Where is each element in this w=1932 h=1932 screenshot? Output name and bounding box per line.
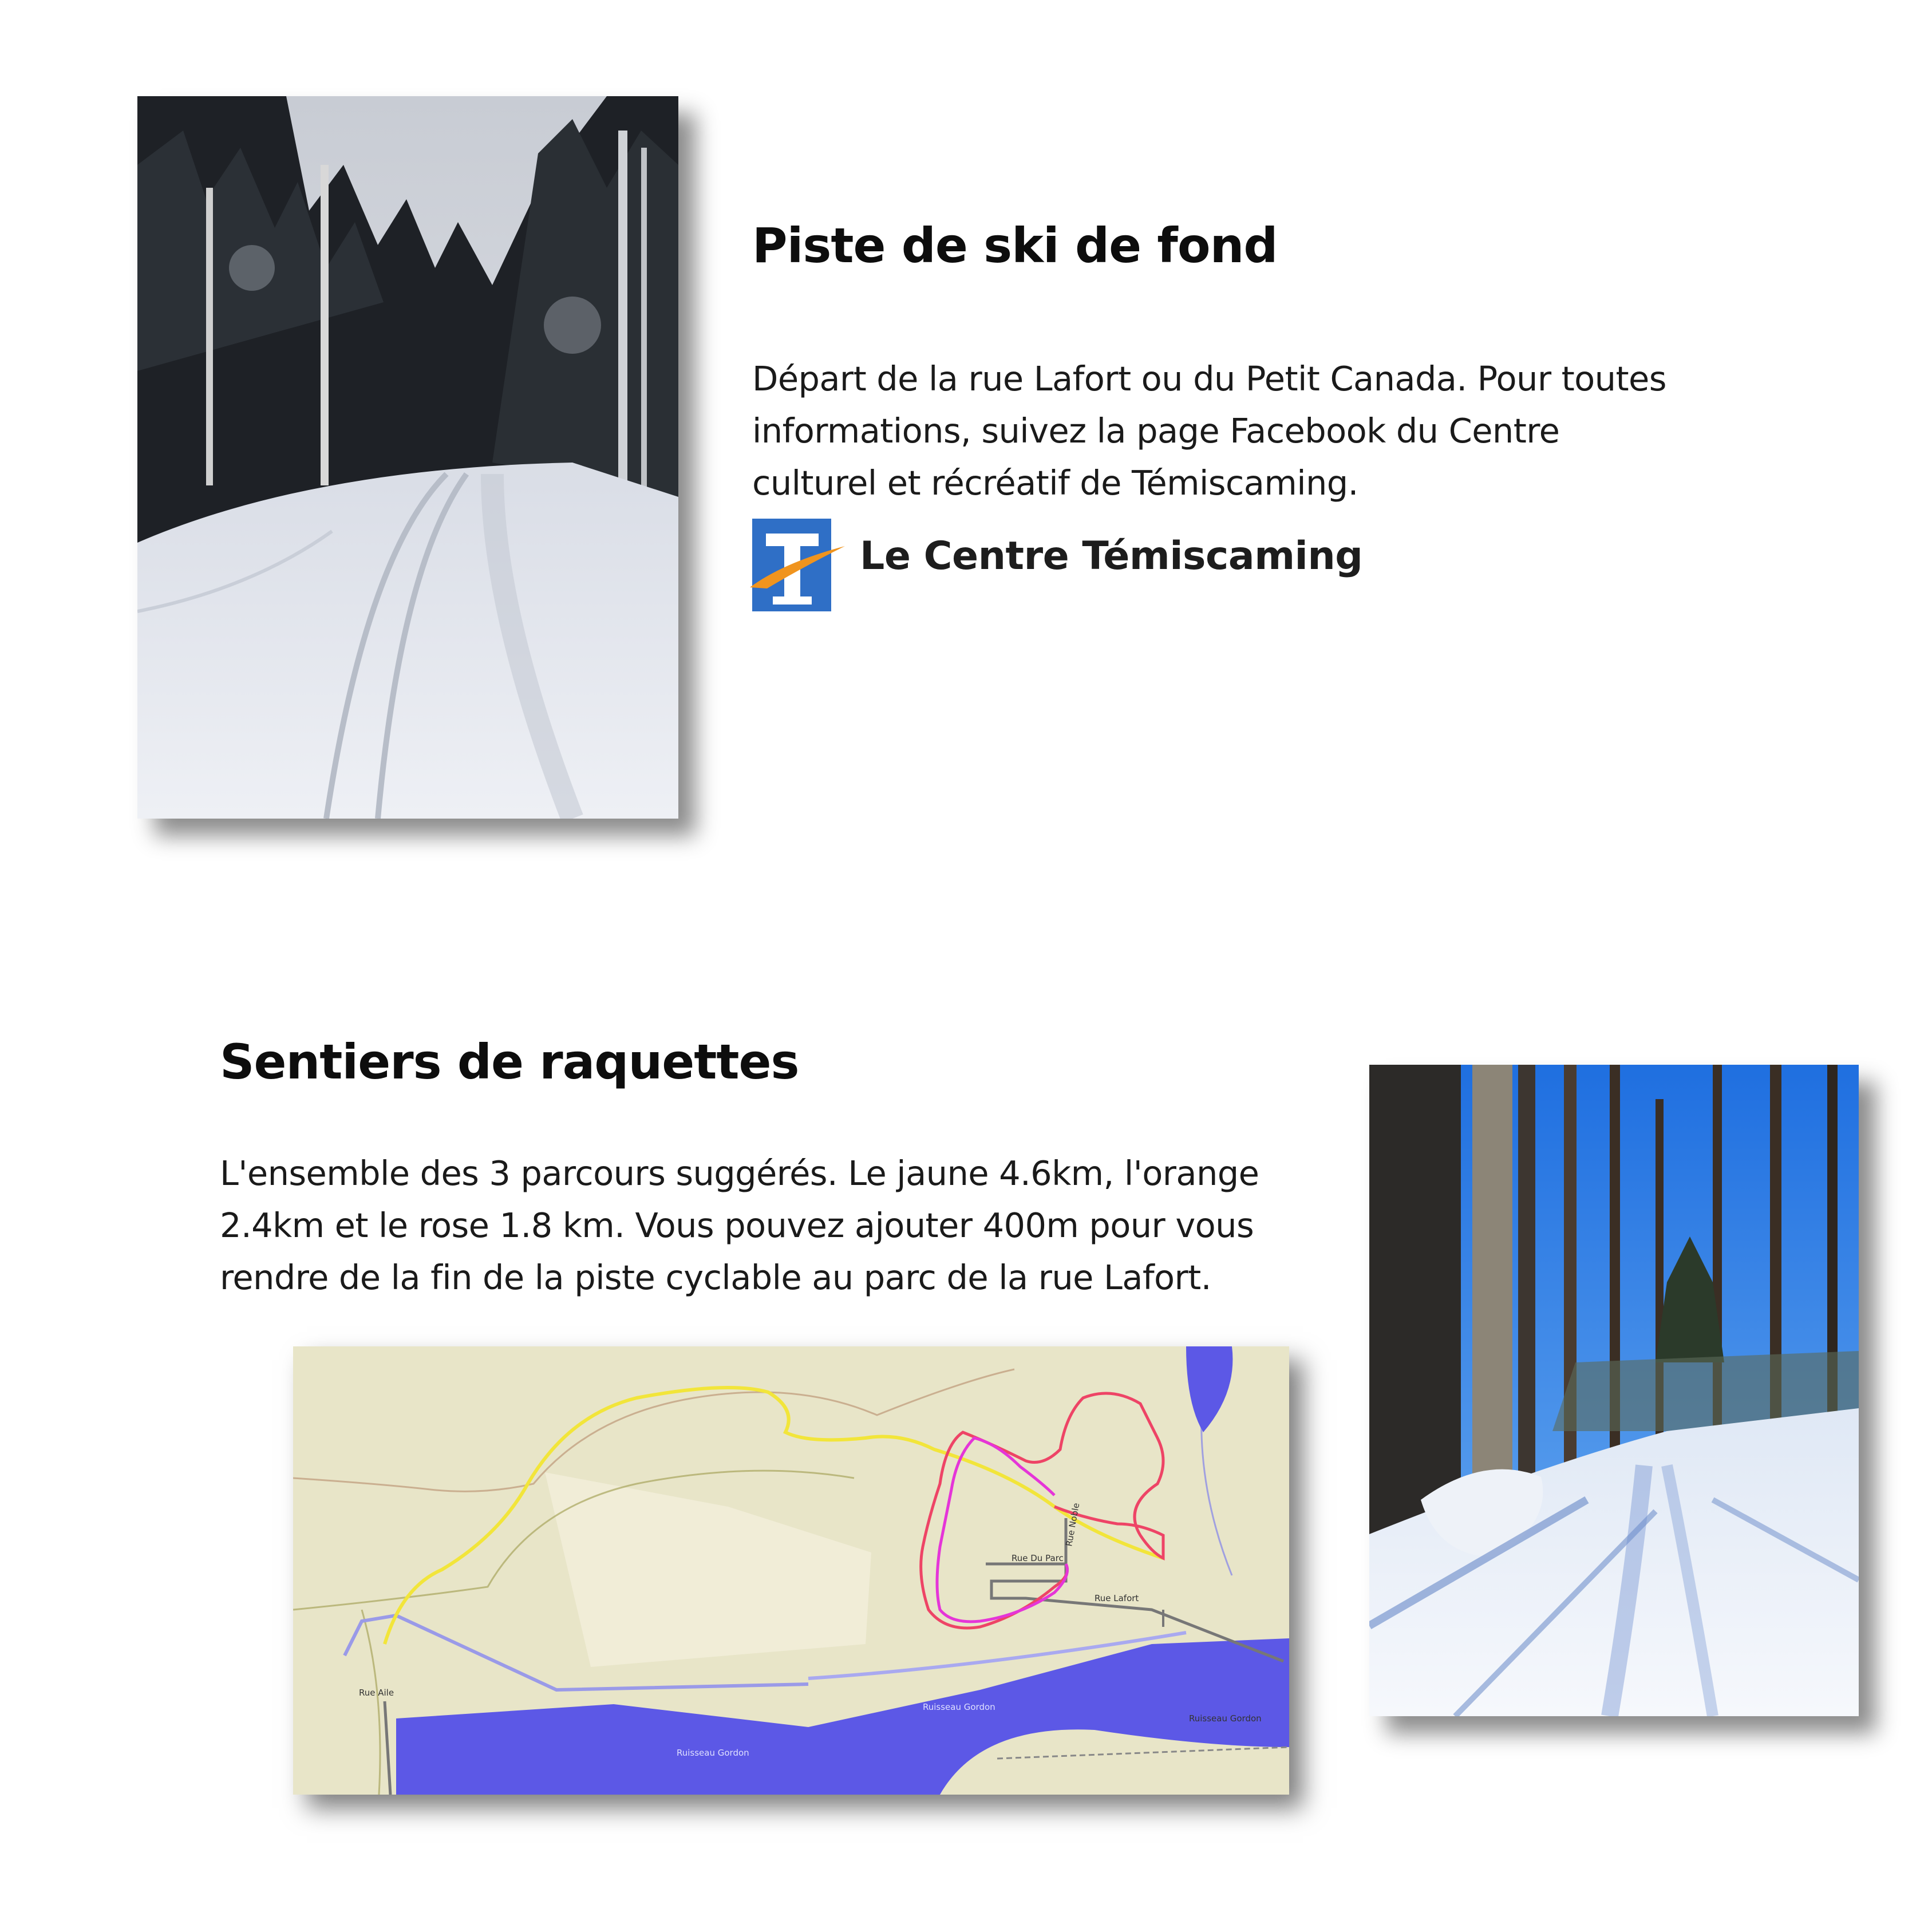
map-label-ruisseau: Ruisseau Gordon xyxy=(677,1748,749,1758)
snowshoe-trail-photo xyxy=(1369,1065,1859,1716)
raquettes-description-line: 2.4km et le rose 1.8 km. Vous pouvez ajouter 400m pour vous xyxy=(220,1206,1254,1245)
raquettes-description xyxy=(220,1147,1307,1303)
ski-trail-photo xyxy=(137,96,678,819)
logo-label: Le Centre Témiscaming xyxy=(860,534,1363,579)
map-label-ruisseau: Ruisseau Gordon xyxy=(1189,1713,1262,1724)
ski-description-line: Départ de la rue Lafort ou du Petit Canada. Pour toutes xyxy=(752,359,1666,398)
logo-emblem-icon xyxy=(750,511,847,619)
trail-map-image xyxy=(293,1346,1289,1795)
map-label-rue-aile: Rue Aile xyxy=(359,1688,394,1698)
ski-trail-image xyxy=(137,96,678,819)
map-label-rue-du-parc: Rue Du Parc xyxy=(1012,1553,1064,1563)
map-label-ruisseau: Ruisseau Gordon xyxy=(923,1702,995,1712)
map-label-rue-lafort: Rue Lafort xyxy=(1095,1593,1139,1603)
snowshoe-trail-map xyxy=(293,1346,1289,1795)
snowshoe-trail-image xyxy=(1369,1065,1859,1716)
ski-description-line: informations, suivez la page Facebook du Centre xyxy=(752,411,1560,451)
ski-section-title: Piste de ski de fond xyxy=(752,218,1278,274)
ski-description-line: culturel et récréatif de Témiscaming. xyxy=(752,463,1358,503)
centre-temiscaming-logo xyxy=(750,511,1368,619)
raquettes-description-line: rendre de la fin de la piste cyclable au parc de la rue Lafort. xyxy=(220,1258,1211,1297)
raquettes-description-line: L'ensemble des 3 parcours suggérés. Le jaune 4.6km, l'orange xyxy=(220,1153,1259,1193)
raquettes-section-title: Sentiers de raquettes xyxy=(220,1034,799,1090)
map-label-rue-noble: Rue Noble xyxy=(1064,1502,1082,1547)
ski-description xyxy=(752,353,1725,509)
